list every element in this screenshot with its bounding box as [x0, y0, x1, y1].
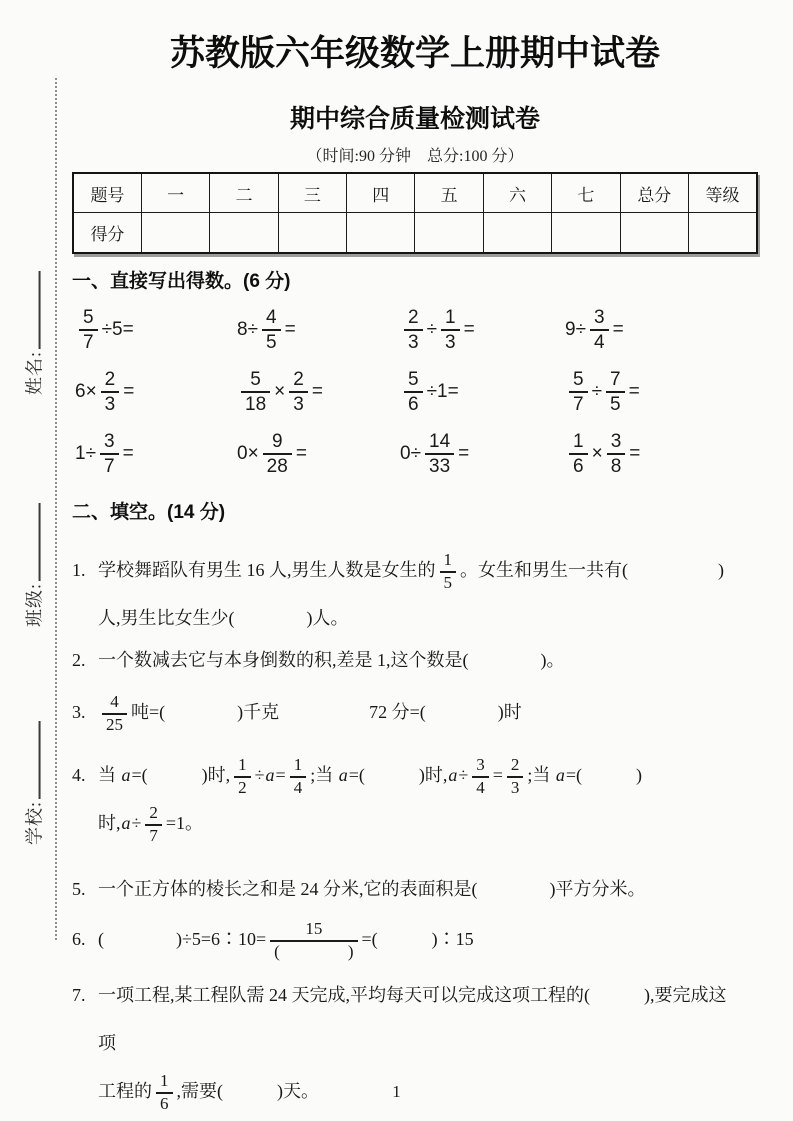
question-content: [98, 688, 740, 736]
math-variable: a: [448, 765, 458, 785]
question-content: [98, 546, 740, 642]
score-table-header-cell: 一: [141, 173, 209, 213]
page-number: 1: [392, 1082, 401, 1101]
text-run: =( )时,: [348, 765, 448, 785]
fraction-numerator: 4: [110, 692, 119, 712]
text-run: =( ): [565, 765, 643, 785]
fraction-numerator: 1: [573, 430, 584, 452]
score-table: [72, 172, 758, 254]
text-run: ÷1=: [426, 381, 459, 402]
score-value-cell: [141, 213, 209, 254]
fraction-denominator: 33: [425, 453, 454, 477]
calc-expression: [75, 361, 237, 423]
text-run: ×: [591, 443, 603, 464]
fraction-denominator: 4: [290, 776, 307, 798]
fraction-numerator: 5: [408, 368, 419, 390]
fraction: [263, 431, 292, 478]
text-run: 工程的: [98, 1081, 152, 1101]
exam-subtitle: 期中综合质量检测试卷: [289, 105, 540, 133]
score-value-cell: [415, 213, 483, 254]
math-variable: a: [121, 765, 131, 785]
fraction-denominator: 7: [79, 329, 98, 353]
text-run: =( )∶15: [361, 929, 474, 949]
text-run: ÷5=: [101, 319, 134, 340]
school-field-inner: [20, 721, 47, 845]
fraction-denominator: 3: [404, 329, 423, 353]
fraction-numerator: 1: [445, 306, 456, 328]
fraction-numerator: 1: [160, 1071, 169, 1091]
text-run: =: [629, 443, 641, 464]
text-run: 时,: [98, 813, 121, 833]
question-number: 4.: [72, 765, 86, 785]
calc-expression: [237, 423, 400, 485]
calc-expression: [400, 423, 565, 485]
fraction: [234, 756, 251, 797]
school-field-label: 学校:: [24, 800, 45, 846]
fraction-denominator: 2: [234, 776, 251, 798]
fill-question: [72, 688, 740, 736]
fill-question: [72, 915, 740, 963]
fraction-denominator: 3: [441, 329, 460, 353]
text-run: =( )时,: [131, 765, 231, 785]
fraction-denominator: 8: [607, 453, 626, 477]
calc-expression: [75, 299, 237, 361]
name-field-inner: [20, 271, 47, 395]
fraction-numerator: 2: [149, 803, 158, 823]
fraction-denominator: 7: [100, 453, 119, 477]
fraction: [569, 431, 588, 478]
calc-expression: [400, 299, 565, 361]
class-field-label: 班级:: [24, 582, 45, 628]
calc-expression: [237, 361, 400, 423]
fraction-denominator: 28: [263, 453, 292, 477]
fill-question: [72, 751, 740, 847]
question-number: 6.: [72, 929, 86, 949]
fraction-numerator: 9: [271, 430, 283, 452]
name-field-label: 姓名:: [24, 350, 45, 396]
text-run: 学校舞蹈队有男生 16 人,男生人数是女生的: [98, 560, 436, 580]
fraction-numerator: 5: [83, 306, 94, 328]
score-table-header-cell: 题号: [73, 173, 141, 213]
text-run: ,需要( )天。: [176, 1081, 319, 1101]
fraction: [404, 369, 423, 416]
fraction-denominator: ( ): [270, 940, 357, 962]
text-run: ÷: [426, 319, 438, 340]
text-run: =: [463, 319, 475, 340]
fraction: [145, 804, 162, 845]
question-content: [98, 751, 740, 847]
text-run: 当: [98, 765, 121, 785]
fraction-numerator: 15: [305, 919, 323, 939]
fraction-denominator: 6: [404, 391, 423, 415]
fraction-numerator: 3: [104, 430, 115, 452]
fraction: [606, 369, 625, 416]
text-run: 9÷: [565, 319, 586, 340]
text-run: =: [628, 381, 640, 402]
text-run: ÷: [458, 765, 469, 785]
fraction: [102, 693, 127, 734]
fill-question: [72, 636, 740, 684]
text-run: =: [122, 443, 134, 464]
question-content: [98, 865, 740, 913]
calc-expression: [400, 361, 565, 423]
school-field-blank-line: [20, 721, 41, 799]
fraction-denominator: 6: [569, 453, 588, 477]
fraction-denominator: 7: [569, 391, 588, 415]
calc-expression: [565, 299, 722, 361]
section-1-heading: 一、直接写出得数。(6 分): [72, 271, 291, 292]
fill-question: [72, 546, 740, 642]
score-value-cell: [552, 213, 620, 254]
score-value-cell: [347, 213, 415, 254]
text-run: 0÷: [400, 443, 421, 464]
text-run: 一个正方体的棱长之和是 24 分米,它的表面积是( )平方分米。: [98, 879, 646, 899]
fraction: [441, 307, 460, 354]
score-table-header-cell: 总分: [620, 173, 688, 213]
fraction: [262, 307, 281, 354]
fraction: [101, 369, 120, 416]
question-content: [98, 636, 740, 684]
text-run: 。女生和男生一共有( ): [460, 560, 724, 580]
text-run: ( )÷5=6∶10=: [98, 929, 267, 949]
score-value-cell: [620, 213, 688, 254]
text-run: =: [458, 443, 470, 464]
section-2-heading: 二、填空。(14 分): [72, 502, 226, 523]
fraction: [607, 431, 626, 478]
calc-expression: [565, 423, 722, 485]
fraction-denominator: 5: [606, 391, 625, 415]
fraction-numerator: 1: [443, 550, 452, 570]
score-value-cell: [210, 213, 278, 254]
fraction: [241, 369, 270, 416]
fraction-denominator: 3: [289, 391, 308, 415]
score-table-header-cell: 等级: [689, 173, 757, 213]
score-table-header-cell: 六: [483, 173, 551, 213]
fraction-denominator: 18: [241, 391, 270, 415]
score-row-label: 得分: [73, 213, 141, 254]
score-table-header-cell: 五: [415, 173, 483, 213]
class-field-blank-line: [20, 503, 41, 581]
text-run: 人,男生比女生少( )人。: [98, 608, 349, 628]
fraction-numerator: 5: [573, 368, 584, 390]
question-number: 3.: [72, 702, 86, 722]
fraction-numerator: 5: [250, 368, 261, 390]
fraction-denominator: 5: [440, 571, 457, 593]
score-table-header-cell: 四: [347, 173, 415, 213]
text-run: =1。: [165, 813, 204, 833]
class-field-inner: [20, 503, 47, 627]
fraction-denominator: 25: [102, 713, 127, 735]
fraction-denominator: 3: [507, 776, 524, 798]
fraction: [472, 756, 489, 797]
page-title: 苏教版六年级数学上册期中试卷: [169, 34, 660, 73]
question-content: [98, 915, 740, 963]
fraction-numerator: 14: [429, 430, 451, 452]
text-run: 0×: [237, 443, 259, 464]
calc-grid: [75, 299, 735, 485]
question-number: 2.: [72, 650, 86, 670]
text-run: =: [492, 765, 503, 785]
main-column: [72, 0, 758, 1121]
fraction-numerator: 3: [610, 430, 622, 452]
fill-question: [72, 865, 740, 913]
calc-expression: [75, 423, 237, 485]
text-run: ÷: [131, 813, 142, 833]
question-number: 1.: [72, 560, 86, 580]
fraction-numerator: 3: [476, 755, 485, 775]
text-run: 1÷: [75, 443, 96, 464]
fraction-numerator: 1: [238, 755, 247, 775]
text-run: ×: [274, 381, 286, 402]
fraction-denominator: 5: [262, 329, 281, 353]
fraction-denominator: 4: [590, 329, 609, 353]
text-run: =: [275, 765, 286, 785]
text-run: 吨=( )千克 72 分=( )时: [131, 702, 522, 722]
text-run: ÷: [254, 765, 265, 785]
text-run: 8÷: [237, 319, 258, 340]
name-field-blank-line: [20, 271, 41, 349]
text-run: 6×: [75, 381, 97, 402]
fraction: [425, 431, 454, 478]
score-table-header-cell: 二: [210, 173, 278, 213]
text-run: =: [295, 443, 307, 464]
fraction-numerator: 1: [293, 755, 303, 775]
fraction: [290, 756, 307, 797]
question-number: 5.: [72, 879, 86, 899]
calc-expression: [237, 299, 400, 361]
math-variable: a: [555, 765, 565, 785]
fraction-numerator: 2: [408, 306, 419, 328]
text-run: =: [311, 381, 323, 402]
calc-expression: [565, 361, 722, 423]
fraction: [569, 369, 588, 416]
exam-meta-line: （时间:90 分钟 总分:100 分）: [306, 148, 524, 165]
score-table-header-cell: 三: [278, 173, 346, 213]
fraction-denominator: 3: [101, 391, 120, 415]
fraction-numerator: 2: [104, 368, 116, 390]
text-run: ;当: [310, 765, 338, 785]
fraction-denominator: 6: [156, 1092, 173, 1114]
fraction-numerator: 4: [266, 306, 277, 328]
text-run: 一个数减去它与本身倒数的积,差是 1,这个数是( )。: [98, 650, 565, 670]
text-run: =: [612, 319, 624, 340]
score-value-cell: [278, 213, 346, 254]
text-run: ;当: [527, 765, 555, 785]
score-value-cell: [483, 213, 551, 254]
text-run: =: [123, 381, 135, 402]
fraction: [270, 920, 357, 961]
score-table-header-cell: 七: [552, 173, 620, 213]
fraction-numerator: 2: [510, 755, 520, 775]
score-value-cell: [689, 213, 757, 254]
question-number: 7.: [72, 985, 86, 1005]
binding-dotted-line: [55, 78, 57, 940]
fraction: [507, 756, 524, 797]
score-table-header-row: [73, 173, 757, 213]
text-run: 一项工程,某工程队需 24 天完成,平均每天可以完成这项工程的( ),要完成这项: [98, 985, 727, 1053]
fraction-numerator: 7: [610, 368, 621, 390]
fraction-numerator: 2: [293, 368, 304, 390]
math-variable: a: [338, 765, 348, 785]
text-run: ÷: [591, 381, 603, 402]
fraction: [289, 369, 308, 416]
text-run: =: [284, 319, 296, 340]
fraction: [100, 431, 119, 478]
fraction: [79, 307, 98, 354]
fraction-denominator: 4: [472, 776, 489, 798]
fraction: [590, 307, 609, 354]
score-table-score-row: [73, 213, 757, 254]
fraction: [440, 551, 457, 592]
fraction: [404, 307, 423, 354]
math-variable: a: [121, 813, 131, 833]
fraction-numerator: 3: [594, 306, 605, 328]
fraction-denominator: 7: [145, 824, 162, 846]
math-variable: a: [265, 765, 275, 785]
